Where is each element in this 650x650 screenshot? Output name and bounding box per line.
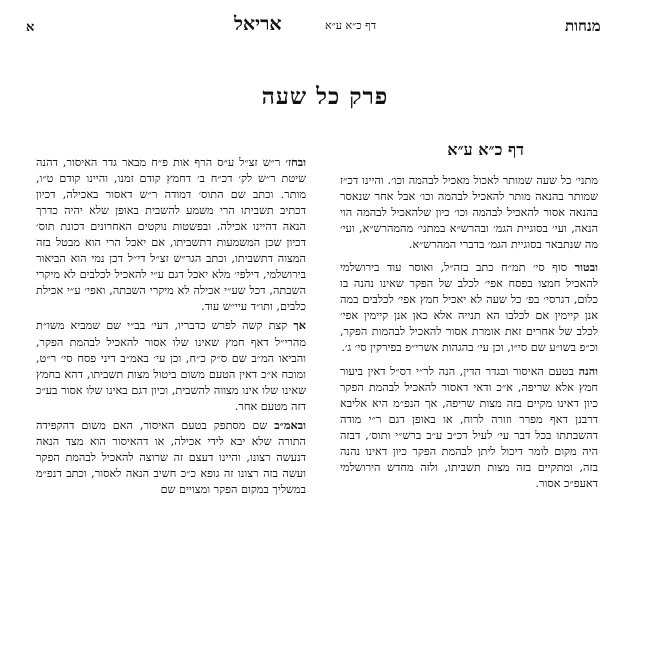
paragraph-text: מתני׳ כל שעה שמותר לאכול מאכיל לבהמה וכו׳. והיינו דכ״ז שמותר בהנאה מותר להאכיל לבהמה וכו׳ אבל אחר שנאסר בהנאה אסור להאכיל לבהמה וכו׳ כיון שלהאכיל לבהמה הוי הנאה, ועי׳ בסוגיית הגמ׳ ובהרש״א במתני׳ מהמהרש״א, ועי׳ מה שנתבאר בסוגיית הגמ׳ בדברי המהרש״א. — [340, 174, 598, 252]
paragraph-text: קצת קשה לפרש כדבריו, דעי׳ בב״י שם שמביא משו״ת מהרי״ל דאף חמץ שאינו שלו אסור להאכיל לבהמת הפקר, והביאו המ״ב שם ס״ק כ״ח, וכן עי׳ באמ״ב דיני פסח סי׳ ר״ט, ומוכח א״כ דאין הטעם משום ביטול מצות תשביתו, דהא בחמץ שאינו שלו אינו מצווה להשבית, וכיון דגם באינו שלו אסור בע״כ דזה מטעם אחר. — [36, 319, 306, 413]
left-column — [36, 154, 306, 500]
chapter-title: פרק כל שעה — [261, 83, 389, 110]
paragraph-lead: ובאמ״ב — [274, 417, 306, 432]
paragraph-lead: אך — [293, 318, 306, 333]
paragraph — [36, 317, 306, 414]
running-title: אריאל — [234, 13, 282, 35]
paragraph — [340, 363, 598, 492]
paragraph-lead: ובחז׳ — [285, 155, 306, 169]
paragraph-text: שם מסתפק בטעם האיסור, האם משום דהקפידה התורה שלא יבא לידי אכילה, או דהאיסור הוא מצד הנאה דנעשה רצונו, והיינו דעצם זה שרוצה להאכיל לבהמת הפקר ועשה בזה רצונו זה גופא כ״כ חשיב הנאה לאסור, וכתב דנפ״מ במשליך במקום הפקר ומצויים שם — [36, 418, 306, 496]
running-daf: דף כ״א ע״א — [325, 19, 377, 32]
paragraph — [36, 417, 306, 498]
paragraph-text: סוף סי׳ תמ״ח כתב בזה״ל, ואוסר עוד בירושלמי להאכיל חמצו בפסח אפי׳ לכלב של הפקר שאינו נהנה בו כלום, דגרסי׳ בפ׳ כל שעה לא יאכיל חמץ אפי׳ לכלבים במה אנן קיימין אם לכלבו הא תנייה אלא כאן אנן קיימין אפי׳ לכלב של אחרים זאת אומרת אסור להאכיל לבהמות הפקר, וכ״פ בשו״ע שם סי״ו, וכן עי׳ בהגהות אשרי״פ בפירקין סי׳ ג׳. — [340, 261, 598, 355]
paragraph — [340, 172, 598, 253]
paragraph-lead: והנה — [578, 363, 598, 378]
paragraph — [340, 259, 598, 356]
tractate-name: מנחות — [565, 17, 601, 35]
paragraph-text: ר״ש זצ״ל ע״ס הרף אות פ״ח מבאר גדר האיסור, דהנה שיטת ר״ש לק׳ דכ״ח ב׳ דחמץ קודם זמנו, והיינו קודם ט״ו, מותר. וכתב שם התוס׳ דמודה ר״ש דאסור באכילה, דכיון דכתיב תשביתו הרי משמע להשבית באופן שלא יהיה כדרך הנאה דהיינו אכילה. ובפשטות נוקטים האחרונים דכונת תוס׳ דכיון שכן המשמעות דתשביתו, אם יאכל הרי הוא מבטל בזה המצוה דתשביתו, וכתב הגר״ש זצ״ל די״ל דכן נמי הוא הביאור בירושלמי, דילפי׳ מלא יאכל דגם ע״י להאכיל לכלבים לא מיקרי השבתה, דכל שע״י אכילה לא מיקרי השבתה, ואפי׳ ע״י אכילת כלבים, ותו״ד עיי״ש עוד. — [36, 156, 306, 314]
paragraph-text: בטעם האיסור ובגדר הדין, הנה לר״י דס״ל דאין ביעור חמץ אלא שריפה, א״כ ודאי דאסור להאכיל לבהמת הפקר כיון דאינו מקיים בזה מצות שריפה, אך הנפ״מ היא אליבא דרבנן דאף מפרר וזורה לרוח, או באופן דגם ר״י מודה דהשבתתו בכל דבר עי׳ לעיל דכ״ב ע״ב ברש״י ותוס׳, דבזה היה מקום לומר דיכול ליתן לבהמת הפקר כיון דאינו נהנה בזה, ומתקיים בזה מצות תשביתו, ולזה מחדש הירושלמי דאעפ״כ אסור. — [340, 364, 598, 490]
page-number: א — [26, 20, 35, 35]
daf-heading: דף כ״א ע״א — [447, 140, 524, 159]
paragraph — [36, 154, 306, 315]
paragraph-lead: ובטור — [574, 260, 598, 275]
right-column — [340, 172, 598, 494]
